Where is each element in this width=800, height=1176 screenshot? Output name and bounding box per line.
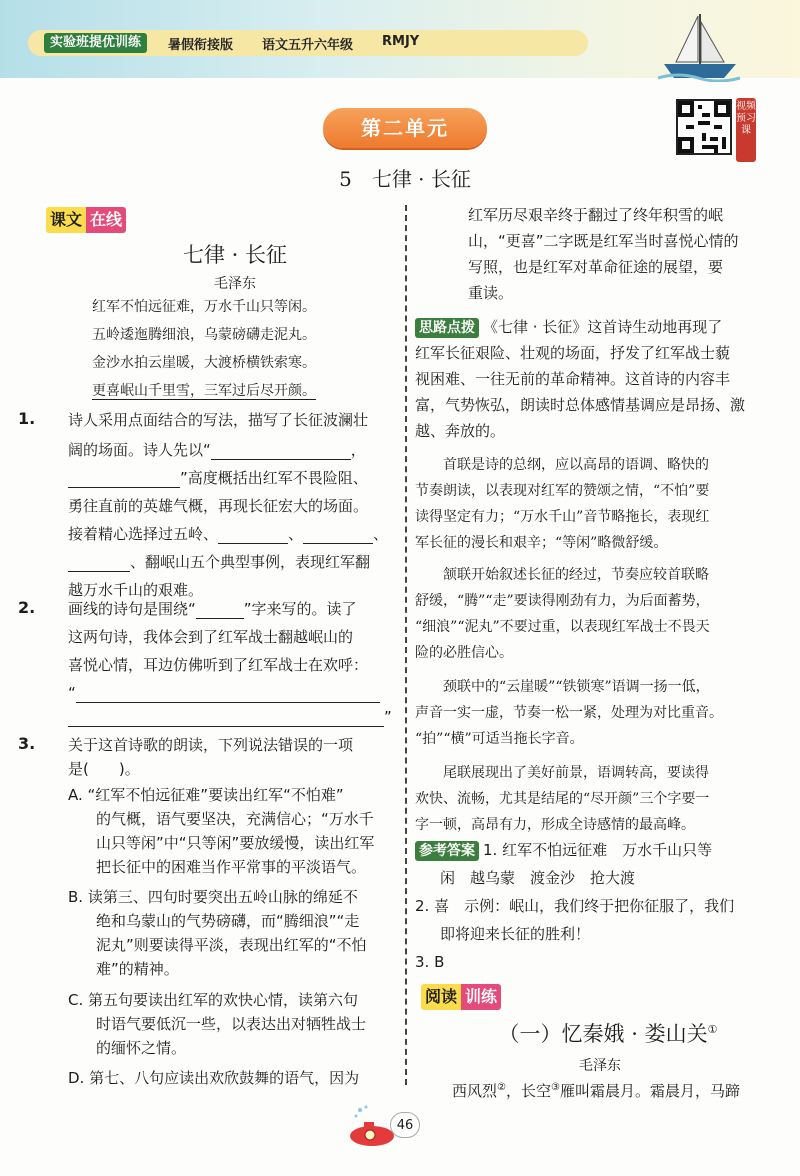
- qr-caption: 视频预习课: [736, 98, 756, 162]
- question-text: 画线的诗句是围绕“: [68, 600, 196, 618]
- question-text: [68, 552, 370, 572]
- analysis-text: “拍”“横”可适当拖长字音。: [415, 731, 584, 747]
- poem-author: 毛泽东: [214, 276, 256, 292]
- analysis-text: 声音一实一虚，节奏一松一紧，处理为对比重音。: [415, 705, 723, 721]
- answer-blank[interactable]: [68, 711, 384, 727]
- answer-text: 闲 越乌蒙 渡金沙 抢大渡: [440, 869, 636, 887]
- question-text: [68, 524, 388, 544]
- reading-text: 西风烈: [452, 1082, 498, 1100]
- question-text: 是( )。: [68, 760, 140, 778]
- tips-text: 越、奔放的。: [415, 422, 506, 440]
- poem-line-underlined: 更喜岷山千里雪，三军过后尽开颜。: [92, 383, 316, 399]
- question-text: [68, 707, 392, 727]
- answer-paragraph: [415, 840, 712, 861]
- analysis-text: 尾联展现出了美好前景，语调转高，要读得: [415, 765, 709, 781]
- answer-text: 1. 红军不怕远征难 万水千山只等: [483, 841, 713, 859]
- qr-code[interactable]: [676, 99, 732, 155]
- question-text: 、: [373, 525, 389, 543]
- analysis-text: “细浪”“泥丸”不要过重，以表现红军战士不畏天: [415, 619, 710, 635]
- option-a-line: 把长征中的困难当作平常事的平淡语气。: [96, 858, 367, 876]
- question-text: ”字来写的。读了: [243, 600, 357, 618]
- question-text: 、: [288, 525, 304, 543]
- tag-text-b: 在线: [86, 207, 126, 233]
- option-c-line: 时语气要低沉一些，以表达出对牺牲战士: [96, 1015, 367, 1033]
- tips-text: 《七律 · 长征》这首诗生动地再现了: [483, 318, 723, 336]
- analysis-text: 字一顿，高昂有力，形成全诗感情的最高峰。: [415, 817, 695, 833]
- question-text: [68, 468, 368, 488]
- tag-text-a: 课文: [46, 207, 86, 233]
- answer-text: 2. 喜 示例：岷山，我们终于把你征服了，我们: [415, 897, 735, 915]
- option-b-line: 绝和乌蒙山的气势磅礴，而“腾细浪”“走: [96, 912, 360, 930]
- option-b-line: 难”的精神。: [96, 960, 179, 978]
- tips-text: 红军长征艰险、壮观的场面，抒发了红军战士藐: [415, 344, 731, 362]
- option-a-line: 山只等闲”中“只等闲”要放缓慢，读出红军: [96, 834, 375, 852]
- code-label: RMJY: [382, 34, 420, 49]
- analysis-text: 舒缓，“腾”“走”要读得刚劲有力，为后面蓄势，: [415, 593, 710, 609]
- analysis-text: 颔联开始叙述长征的经过，节奏应较首联略: [415, 567, 709, 583]
- footnote-mark: ③: [551, 1082, 560, 1093]
- question-text: 这两句诗，我体会到了红军战士翻越岷山的: [68, 628, 354, 646]
- reading-line: [452, 1080, 740, 1101]
- tips-label: 思路点拨: [415, 318, 479, 338]
- tag-reading-a: 阅读: [421, 984, 461, 1010]
- series-name: 实验班提优训练: [44, 33, 147, 53]
- question-number: 3.: [18, 734, 36, 753]
- poem-title: 七律 · 长征: [182, 243, 288, 267]
- poem-line: 金沙水拍云崖暖，大渡桥横铁索寒。: [92, 355, 316, 371]
- question-text: [68, 683, 380, 703]
- option-a[interactable]: A. “红军不怕远征难”要读出红军“不怕难”: [68, 786, 344, 804]
- lesson-title: 5 七律 · 长征: [339, 167, 471, 191]
- question-text: 关于这首诗歌的朗读，下列说法错误的一项: [68, 736, 354, 754]
- question-text: 越万水千山的艰难。: [68, 581, 204, 599]
- option-c[interactable]: C. 第五句要读出红军的欢快心情，读第六句: [68, 991, 359, 1009]
- answer-text: 3. B: [415, 953, 445, 971]
- question-text: 阔的场面。诗人先以“: [68, 441, 211, 459]
- analysis-text: 重读。: [468, 284, 514, 302]
- poem-line: 红军不怕远征难，万水千山只等闲。: [92, 299, 316, 315]
- question-text: 勇往直前的英雄气概，再现长征宏大的场面。: [68, 497, 369, 515]
- footnote-mark: ②: [497, 1082, 506, 1093]
- question-text: [68, 599, 357, 619]
- analysis-text: 山，“更喜”二字既是红军当时喜悦心情的: [468, 232, 739, 250]
- reading-text: ，长空: [505, 1082, 551, 1100]
- reading-title: [478, 1018, 738, 1048]
- question-text: 喜悦心情，耳边仿佛听到了红军战士在欢呼：: [68, 656, 369, 674]
- question-text: [68, 440, 366, 460]
- edition-label: 暑假衔接版: [168, 38, 234, 53]
- answer-blank[interactable]: [211, 444, 351, 460]
- footnote-mark: ①: [707, 1023, 718, 1036]
- tag-reading-b: 训练: [461, 984, 501, 1010]
- sailboat-icon: [654, 12, 744, 82]
- analysis-text: 写照，也是红军对革命征途的展望，要: [468, 258, 724, 276]
- analysis-text: 首联是诗的总纲，应以高昂的语调、略快的: [415, 457, 709, 473]
- question-number: 2.: [18, 598, 36, 617]
- analysis-text: 红军历尽艰辛终于翻过了终年积雪的岷: [468, 206, 724, 224]
- option-d[interactable]: D. 第七、八句应读出欢欣鼓舞的语气，因为: [68, 1069, 360, 1087]
- analysis-text: 军长征的漫长和艰辛；“等闲”略微舒缓。: [415, 535, 668, 551]
- tips-text: 富，气势恢弘，朗读时总体感情基调应是昂扬、激: [415, 396, 746, 414]
- question-text: 诗人采用点面结合的写法，描写了长征波澜壮: [68, 411, 369, 429]
- reading-text: 雁叫霜晨月。霜晨月，马蹄: [559, 1082, 740, 1100]
- quote-close: ”: [384, 708, 392, 726]
- reading-title-text: （一）忆秦娥 · 娄山关: [498, 1022, 708, 1046]
- analysis-text: 颈联中的“云崖暖”“铁锁寒”语调一扬一低，: [415, 679, 710, 695]
- qr-icon: [678, 101, 730, 153]
- question-text: 接着精心选择过五岭、: [68, 525, 219, 543]
- question-text: ，: [350, 441, 366, 459]
- option-c-line: 的缅怀之情。: [96, 1039, 187, 1057]
- option-a-line: 的气概，语气要坚决，充满信心；“万水千: [96, 810, 374, 828]
- option-b[interactable]: B. 读第三、四句时要突出五岭山脉的绵延不: [68, 888, 358, 906]
- answer-blank[interactable]: [68, 472, 180, 488]
- page-number: 46: [390, 1112, 420, 1138]
- question-number: 1.: [18, 409, 36, 428]
- option-b-line: 泥丸”则要读得平淡，表现出红军的“不怕: [96, 936, 367, 954]
- analysis-text: 欢快、流畅，尤其是结尾的“尽开颜”三个字要一: [415, 791, 710, 807]
- answer-blank[interactable]: [218, 528, 288, 544]
- subject-label: 语文五升六年级: [262, 38, 354, 53]
- reading-author: 毛泽东: [579, 1058, 621, 1074]
- reading-practice-tag: [421, 984, 501, 1010]
- unit-label: 第二单元: [323, 108, 487, 148]
- analysis-text: 读得坚定有力；“万水千山”音节略拖长，表现红: [415, 509, 710, 525]
- question-text: 、翻岷山五个典型事例，表现红军翻: [130, 553, 371, 571]
- question-text: ”高度概括出红军不畏险阻、: [180, 469, 368, 487]
- column-divider: [405, 205, 407, 1085]
- text-online-tag: [46, 207, 126, 233]
- analysis-text: 险的必胜信心。: [415, 645, 513, 661]
- analysis-text: 节奏朗读，以表现对红军的赞颂之情，“不怕”要: [415, 483, 710, 499]
- answer-blank[interactable]: [303, 528, 373, 544]
- tips-paragraph: [415, 317, 722, 338]
- answer-label: 参考答案: [415, 841, 479, 861]
- tips-text: 视困难、一往无前的革命精神。这首诗的内容丰: [415, 370, 731, 388]
- answer-blank[interactable]: [68, 556, 130, 572]
- poem-line: 五岭逶迤腾细浪，乌蒙磅礴走泥丸。: [92, 327, 316, 343]
- answer-blank[interactable]: [76, 687, 380, 703]
- quote-open: “: [68, 684, 76, 702]
- answer-text: 即将迎来长征的胜利！: [440, 925, 591, 943]
- answer-blank[interactable]: [196, 603, 244, 619]
